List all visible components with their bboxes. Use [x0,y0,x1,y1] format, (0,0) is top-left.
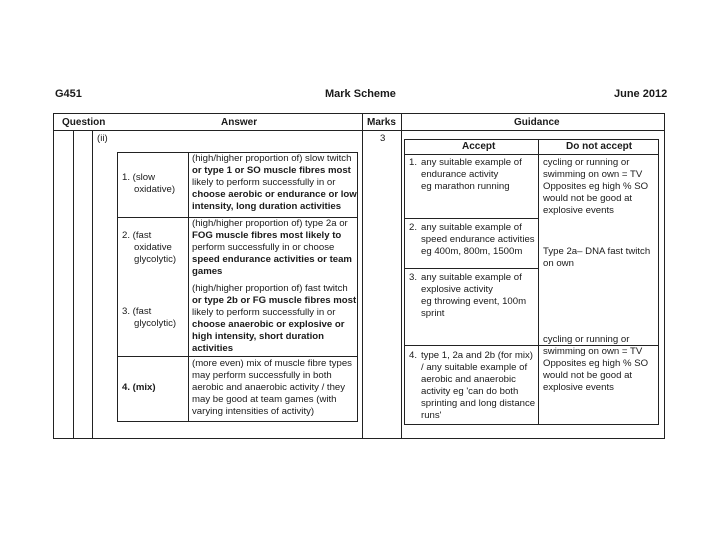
question-subcolumn-divider [92,130,93,439]
accept-text-line: / any suitable example of [421,362,528,373]
paper-code: G451 [55,88,82,100]
answer-row-divider [117,356,358,357]
accept-text-line: any suitable example of [421,157,522,168]
accept-text-line: explosive activity [421,284,493,295]
accept-text-line: aerobic and anaerobic [421,374,516,385]
guidance-inner-divider [538,139,539,425]
accept-text-line: endurance activity [421,169,499,180]
column-header-marks: Marks [367,117,396,128]
accept-item-number: 4. [409,350,418,361]
answer-text-line: speed endurance activities or team [192,254,352,265]
answer-text-line: may be good at team games (with [192,394,337,405]
not-accept-text-line: explosive events [543,205,614,216]
answer-text-line: games [192,266,223,277]
accept-text-line: speed endurance activities [421,234,535,245]
column-header-answer: Answer [221,117,258,128]
accept-text-line: activity eg 'can do both [421,386,519,397]
accept-item-number: 3. [409,272,418,283]
not-accept-text-line: would not be good at [543,370,633,381]
marks-guidance-divider [401,113,402,439]
guidance-header-divider [404,154,659,155]
not-accept-text-line: on own [543,258,574,269]
not-accept-text-line: explosive events [543,382,614,393]
accept-text-line: sprint [421,308,445,319]
not-accept-text-line: would not be good at [543,193,633,204]
answer-text-line: choose anaerobic or explosive or [192,319,345,330]
answer-text-line: or type 1 or SO muscle fibres most [192,165,351,176]
accept-text-line: sprinting and long distance [421,398,536,409]
not-accept-text-line: Type 2a– DNA fast twitch [543,246,651,257]
answer-inner-divider [188,152,189,422]
accept-text-line: type 1, 2a and 2b (for mix) [421,350,533,361]
answer-text-line: (more even) mix of muscle fibre types [192,358,352,369]
answer-text-line: aerobic and anaerobic activity / they [192,382,346,393]
header-row-divider [53,130,665,131]
document-title: Mark Scheme [325,88,396,100]
not-accept-header: Do not accept [566,141,633,152]
answer-marks-divider [362,113,363,439]
answer-text-line: intensity, long duration activities [192,201,342,212]
answer-label: glycolytic) [134,254,177,265]
accept-text-line: eg 400m, 800m, 1500m [421,246,523,257]
accept-text-line: runs' [421,410,442,421]
answer-label: 1. (slow [122,172,156,183]
answer-text-line: choose aerobic or endurance or low [192,189,357,200]
question-subcolumn-divider [73,130,74,439]
accept-item-number: 1. [409,157,418,168]
accept-text-line: any suitable example of [421,272,522,283]
exam-date: June 2012 [614,88,668,100]
answer-text-line: may perform successfully in both [192,370,332,381]
question-part: (ii) [97,133,108,144]
answer-text-line: likely to perform successfully in or [192,307,336,318]
answer-label: oxidative) [134,184,176,195]
not-accept-text-line: cycling or running or [543,334,630,345]
not-accept-text-line: swimming on own = TV [543,346,643,357]
accept-row-divider [404,268,538,269]
not-accept-text-line: swimming on own = TV [543,169,643,180]
not-accept-text-line: cycling or running or [543,157,630,168]
answer-label: 3. (fast [122,306,152,317]
answer-label: 2. (fast [122,230,152,241]
answer-text-line: (high/higher proportion of) fast twitch [192,283,348,294]
column-header-question: Question [62,117,106,128]
answer-label: oxidative [134,242,172,253]
column-header-guidance: Guidance [514,117,560,128]
marks-value: 3 [380,133,386,144]
answer-text-line: varying intensities of activity) [192,406,315,417]
accept-header: Accept [462,141,496,152]
accept-text-line: eg throwing event, 100m [421,296,527,307]
answer-text-line: activities [192,343,234,354]
answer-text-line: FOG muscle fibres most likely to [192,230,342,241]
accept-text-line: eg marathon running [421,181,510,192]
answer-text-line: (high/higher proportion of) slow twitch [192,153,352,164]
answer-text-line: (high/higher proportion of) type 2a or [192,218,348,229]
accept-text-line: any suitable example of [421,222,522,233]
answer-text-line: or type 2b or FG muscle fibres most [192,295,357,306]
accept-item-number: 2. [409,222,418,233]
answer-text-line: likely to perform successfully in or [192,177,336,188]
answer-label: 4. (mix) [122,382,156,393]
answer-text-line: high intensity, short duration [192,331,324,342]
answer-label: glycolytic) [134,318,177,329]
accept-row-divider [404,218,538,219]
not-accept-text-line: Opposites eg high % SO [543,181,649,192]
answer-text-line: perform successfully in or choose [192,242,335,253]
not-accept-text-line: Opposites eg high % SO [543,358,649,369]
